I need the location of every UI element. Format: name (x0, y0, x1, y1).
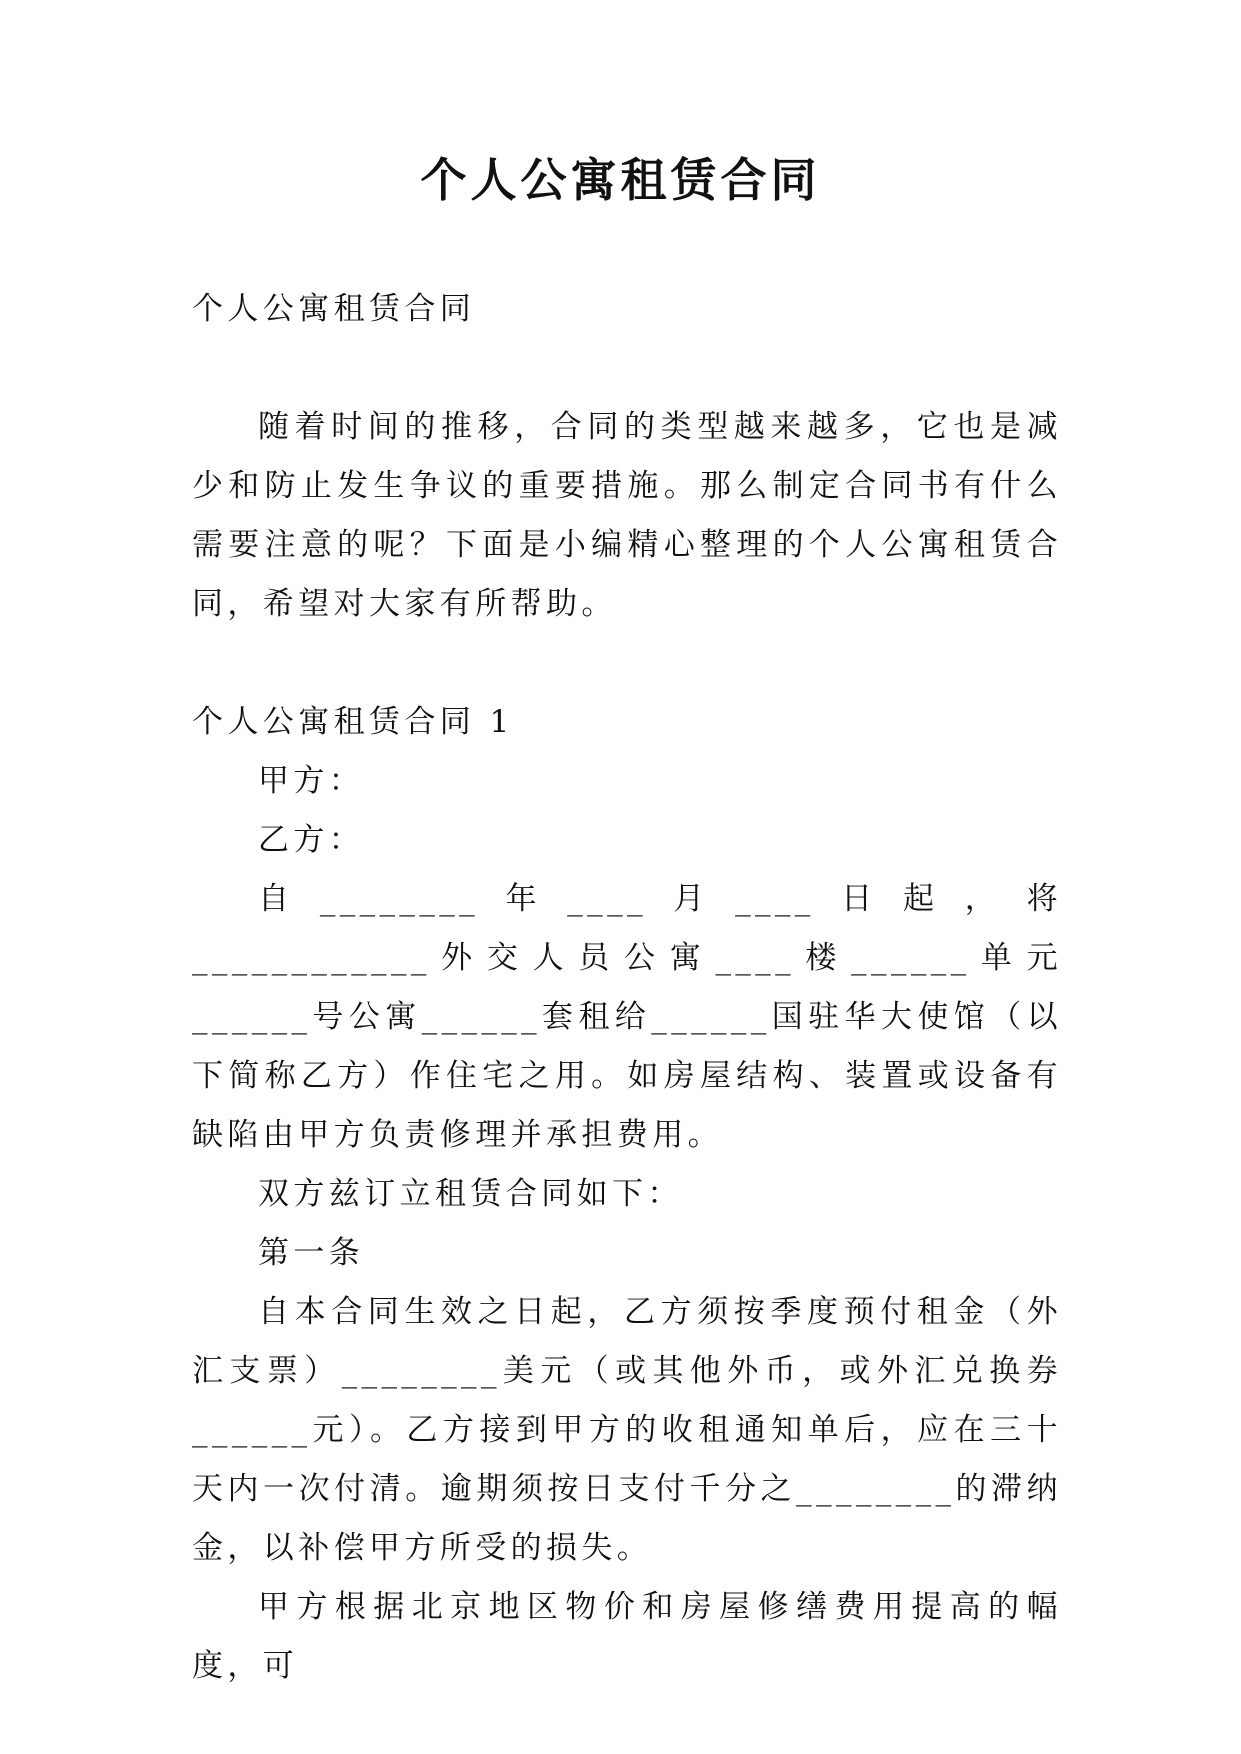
document-title: 个人公寓租赁合同 (420, 153, 821, 207)
agreement-line: 双方兹订立租赁合同如下： (258, 1176, 683, 1212)
article-1-paragraph: 自本合同生效之日起，乙方须按季度预付租金（外汇支票）________美元（或其他外币，或外汇兑换券______元）。乙方接到甲方的收租通知单后，应在三十天内一次付清。逾期须按日支付千分之________的滞纳金，以补偿甲方所受的损失。 (192, 1294, 1062, 1566)
article-1-paragraph-2: 甲方根据北京地区物价和房屋修缮费用提高的幅度，可 (192, 1589, 1062, 1684)
intro-paragraph: 随着时间的推移，合同的类型越来越多，它也是减少和防止发生争议的重要措施。那么制定合同书有什么需要注意的呢？下面是小编精心整理的个人公寓租赁合同，希望对大家有所帮助。 (192, 409, 1062, 622)
document-subtitle: 个人公寓租赁合同 (192, 291, 476, 327)
section-heading: 个人公寓租赁合同 1 (192, 704, 514, 740)
clause-intro-paragraph: 自________年____月____日起，将____________外交人员公寓____楼______单元______号公寓______套租给______国驻华大使馆（以下简称乙方）作住宅之用。如房屋结构、装置或设备有缺陷由甲方负责修理并承担费用。 (192, 881, 1062, 1153)
spacer (192, 634, 1062, 693)
spacer (192, 339, 1062, 398)
article-1-heading: 第一条 (258, 1235, 365, 1271)
party-b-line: 乙方： (258, 822, 365, 858)
party-a-line: 甲方： (258, 763, 365, 799)
document-body (192, 280, 1062, 1696)
